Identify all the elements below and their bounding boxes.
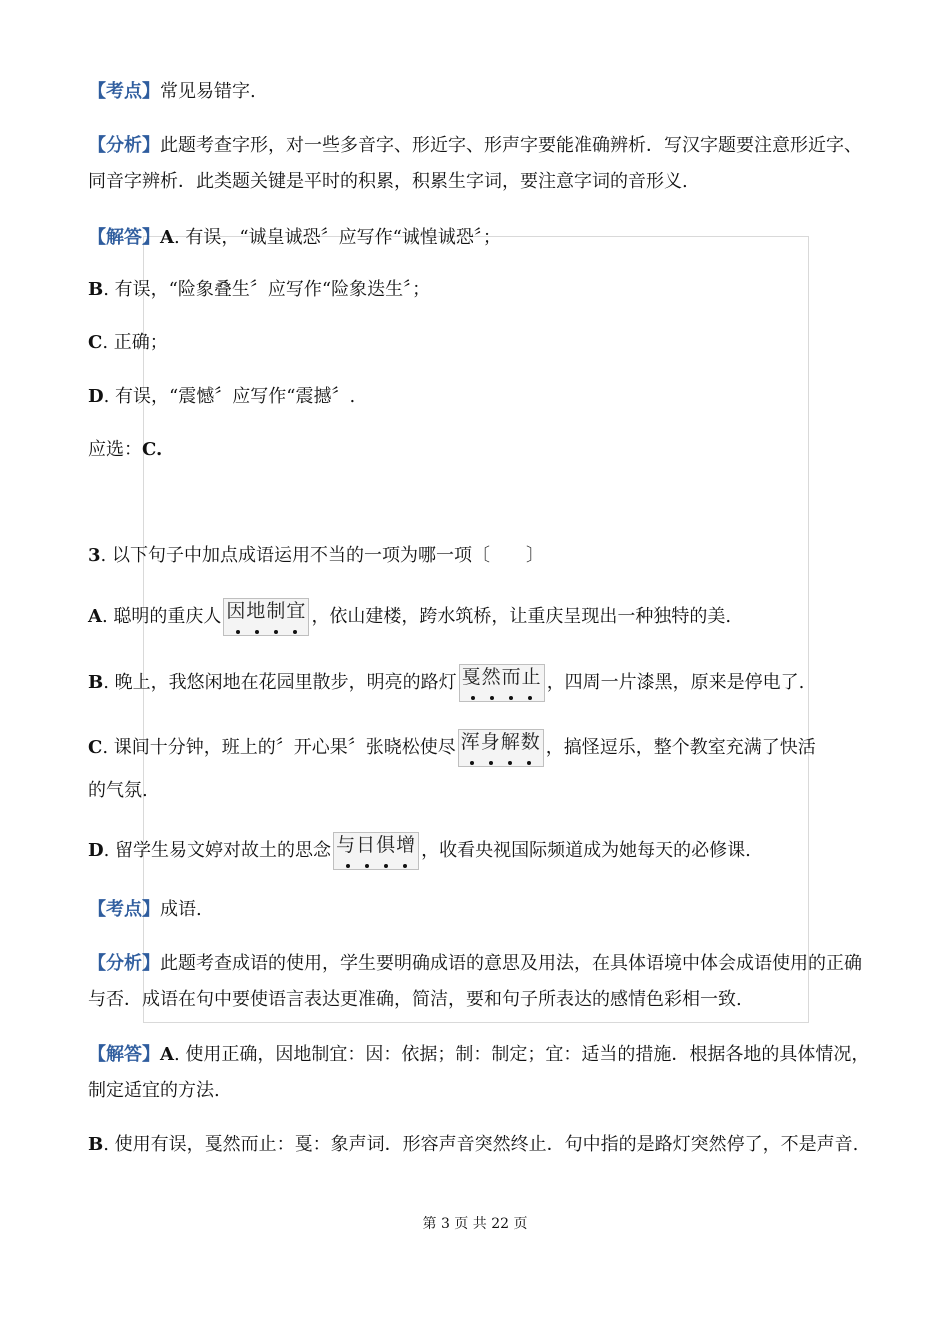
answer-b-paragraph — [88, 1127, 873, 1163]
dotted-idiom-box — [333, 832, 419, 870]
question-stem-text: . 以下句子中加点成语运用不当的一项为哪一项〔 〕 — [100, 545, 544, 566]
idiom-text: 因地制宜 — [226, 600, 307, 622]
select-line — [88, 432, 873, 468]
emphasis-dots — [463, 761, 539, 765]
emphasis-dots — [228, 630, 304, 634]
page-footer — [0, 1212, 950, 1236]
kaodian-text: 常见易错字. — [160, 81, 256, 102]
answer-d-letter: D — [88, 386, 104, 407]
answer-b-letter: B — [88, 1134, 104, 1155]
answer-a-letter: A — [160, 227, 174, 248]
fenxi-paragraph-2 — [88, 946, 873, 1018]
idiom-text: 戛然而止 — [461, 666, 542, 688]
dotted-idiom-box — [458, 729, 544, 767]
option-text-before: . 晚上，我悠闲地在花园里散步，明亮的路灯 — [103, 672, 457, 693]
select-prefix: 应选： — [88, 439, 142, 460]
answer-b-letter: B — [88, 279, 104, 300]
dotted-idiom-box — [459, 664, 545, 702]
answer-a-text: . 使用正确，因地制宜：因：依据；制：制定；宜：适当的措施．根据各地的具体情况，制定适宜的方法. — [88, 1044, 870, 1101]
option-text-after: ，搞怪逗乐，整个教室充满了快活 — [545, 737, 816, 758]
option-d — [88, 832, 873, 870]
option-letter: C — [88, 737, 103, 758]
kaodian-tag: 【考点】 — [88, 81, 160, 102]
page-number-label: 第 3 页 共 22 页 — [422, 1216, 528, 1232]
fenxi-text: 此题考查成语的使用，学生要明确成语的意思及用法，在具体语境中体会成语使用的正确与否．成语在句中要使语言表达更准确，简洁，要和句子所表达的感情色彩相一致. — [88, 953, 862, 1010]
kaodian-text: 成语. — [160, 899, 202, 920]
fenxi-tag: 【分析】 — [88, 953, 160, 974]
answer-b-line — [88, 272, 873, 308]
kaodian-line-1 — [88, 74, 873, 110]
emphasis-dots — [464, 696, 540, 700]
option-text-after: ，依山建楼，跨水筑桥，让重庆呈现出一种独特的美. — [311, 606, 732, 627]
idiom-text: 与日俱增 — [336, 834, 417, 856]
jieda-tag: 【解答】 — [88, 227, 160, 248]
question-number: 3 — [88, 545, 101, 566]
option-letter: D — [88, 840, 104, 861]
fenxi-text: 此题考查字形，对一些多音字、形近字、形声字要能准确辨析．写汉字题要注意形近字、同音字辨析．此类题关键是平时的积累，积累生字词，要注意字词的音形义. — [88, 135, 862, 192]
answer-a-text: . 有误，“诚皇诚恐〞应写作“诚惶诚恐〞； — [173, 227, 501, 248]
dotted-idiom-box — [223, 598, 309, 636]
select-answer: C. — [142, 439, 163, 460]
jieda-paragraph-2 — [88, 1037, 873, 1109]
answer-c-letter: C — [88, 332, 103, 353]
option-a — [88, 598, 873, 636]
answer-a-letter: A — [160, 1044, 174, 1065]
option-text-before: . 聪明的重庆人 — [101, 606, 222, 627]
option-text-after: ，收看央视国际频道成为她每天的必修课. — [421, 840, 751, 861]
answer-b-text: . 有误，“险象叠生〞应写作“险象迭生〞； — [103, 279, 431, 300]
option-text-before: . 留学生易文婷对故土的思念 — [103, 840, 332, 861]
option-c — [88, 729, 873, 767]
kaodian-tag: 【考点】 — [88, 899, 160, 920]
answer-b-text: . 使用有误，戛然而止：戛：象声词．形容声音突然终止．句中指的是路灯突然停了，不是声音. — [103, 1134, 859, 1155]
option-letter: A — [88, 606, 102, 627]
answer-c-line — [88, 325, 873, 361]
idiom-text: 浑身解数 — [460, 731, 541, 753]
option-text-continuation: 的气氛. — [88, 780, 148, 801]
question-3-stem — [88, 538, 873, 574]
option-text-before: . 课间十分钟，班上的〞开心果〞张晓松使尽 — [102, 737, 456, 758]
answer-c-text: . 正确； — [102, 332, 168, 353]
option-text-after: ，四周一片漆黑，原来是停电了. — [546, 672, 805, 693]
fenxi-paragraph-1 — [88, 128, 873, 200]
answer-d-line — [88, 379, 873, 415]
kaodian-line-2 — [88, 892, 873, 928]
jieda-line-1 — [88, 220, 873, 256]
emphasis-dots — [338, 864, 414, 868]
option-letter: B — [88, 672, 104, 693]
fenxi-tag: 【分析】 — [88, 135, 160, 156]
answer-d-text: . 有误，“震憾〞应写作“震撼〞. — [103, 386, 356, 407]
jieda-tag: 【解答】 — [88, 1044, 160, 1065]
option-c-continuation — [88, 773, 873, 809]
option-b — [88, 664, 873, 702]
